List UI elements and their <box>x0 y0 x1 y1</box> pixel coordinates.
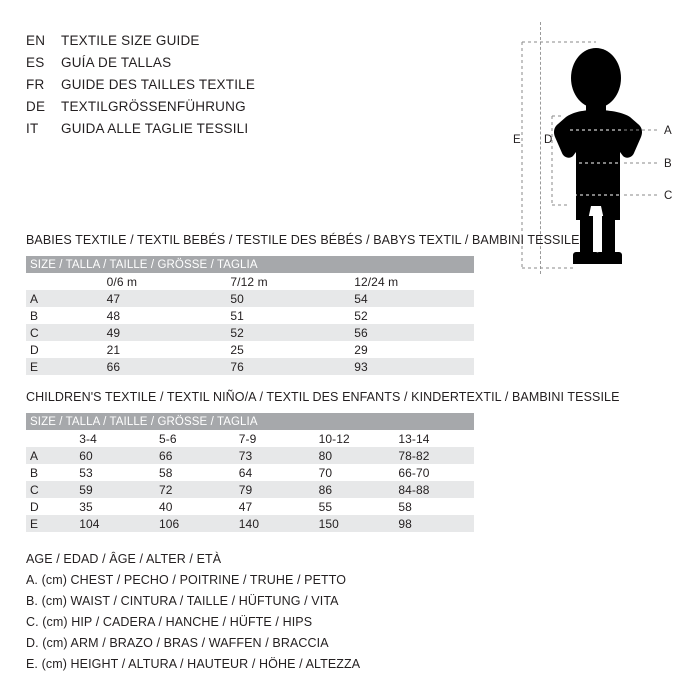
language-code-it: IT <box>26 121 39 136</box>
children-e-1: 106 <box>159 516 180 531</box>
children-a-4: 78-82 <box>398 448 430 463</box>
language-row-es <box>26 55 496 77</box>
children-b-2: 64 <box>238 465 253 480</box>
babies-a-2: 54 <box>354 291 368 306</box>
children-column-row <box>26 430 474 447</box>
children-c-3: 86 <box>318 482 333 497</box>
children-b-4: 66-70 <box>398 465 430 480</box>
table-row <box>26 341 474 358</box>
figure-label-c: C <box>664 190 673 202</box>
figure-label-d: D <box>544 134 553 146</box>
language-row-fr <box>26 77 496 99</box>
babies-b-2: 52 <box>354 308 368 323</box>
children-section-title: CHILDREN'S TEXTILE / TEXTIL NIÑO/A / TEXTIL DES ENFANTS / KINDERTEXTIL / BAMBINI TESSILE <box>26 390 620 404</box>
legend-line-d: D. (cm) ARM / BRAZO / BRAS / WAFFEN / BRACCIA <box>26 636 329 650</box>
babies-size-table <box>26 256 474 375</box>
babies-row-label-a: A <box>30 291 39 306</box>
babies-column-2: 12/24 m <box>354 274 399 289</box>
legend-line-e: E. (cm) HEIGHT / ALTURA / HAUTEUR / HÖHE / ALTEZZA <box>26 657 361 671</box>
children-a-0: 60 <box>79 448 93 463</box>
babies-d-1: 25 <box>230 342 244 357</box>
children-row-label-d: D <box>30 499 39 514</box>
children-b-3: 70 <box>318 465 333 480</box>
language-text-es: GUÍA DE TALLAS <box>61 55 172 70</box>
children-d-1: 40 <box>159 499 173 514</box>
children-corner-cell <box>26 430 75 447</box>
children-row-label-b: B <box>30 465 39 480</box>
babies-b-1: 51 <box>230 308 244 323</box>
figure-label-a: A <box>664 125 672 137</box>
language-code-fr: FR <box>26 77 45 92</box>
babies-e-2: 93 <box>354 359 368 374</box>
child-silhouette-icon <box>500 20 685 290</box>
babies-row-label-b: B <box>30 308 39 323</box>
children-a-1: 66 <box>159 448 173 463</box>
table-row <box>26 307 474 324</box>
children-b-0: 53 <box>79 465 93 480</box>
children-b-1: 58 <box>159 465 173 480</box>
babies-d-2: 29 <box>354 342 368 357</box>
children-c-1: 72 <box>159 482 173 497</box>
children-column-1: 5-6 <box>159 431 177 446</box>
babies-b-0: 48 <box>106 308 121 323</box>
babies-column-0: 0/6 m <box>106 274 138 289</box>
children-d-2: 47 <box>238 499 253 514</box>
children-row-label-a: A <box>30 448 39 463</box>
babies-row-label-c: C <box>30 325 39 340</box>
children-a-2: 73 <box>238 448 253 463</box>
figure-label-e: E <box>513 134 521 146</box>
table-header-row <box>26 256 474 273</box>
table-row <box>26 324 474 341</box>
babies-column-row <box>26 273 474 290</box>
legend-line-b: B. (cm) WAIST / CINTURA / TAILLE / HÜFTUNG / VITA <box>26 594 339 608</box>
language-code-es: ES <box>26 55 45 70</box>
babies-e-1: 76 <box>230 359 244 374</box>
children-column-4: 13-14 <box>398 431 430 446</box>
children-d-4: 58 <box>398 499 412 514</box>
children-d-0: 35 <box>79 499 93 514</box>
babies-a-1: 50 <box>230 291 244 306</box>
children-e-2: 140 <box>238 516 260 531</box>
children-e-4: 98 <box>398 516 412 531</box>
table-row <box>26 464 474 481</box>
babies-d-0: 21 <box>106 342 121 357</box>
children-column-2: 7-9 <box>238 431 257 446</box>
babies-row-label-d: D <box>30 342 39 357</box>
babies-c-1: 52 <box>230 325 244 340</box>
children-row-label-c: C <box>30 482 39 497</box>
children-size-table <box>26 413 474 532</box>
children-column-0: 3-4 <box>79 431 97 446</box>
table-row <box>26 358 474 375</box>
table-row <box>26 447 474 464</box>
babies-section-title: BABIES TEXTILE / TEXTIL BEBÉS / TESTILE DES BÉBÉS / BABYS TEXTIL / BAMBINI TESSILE <box>26 233 580 247</box>
language-code-de: DE <box>26 99 46 114</box>
babies-size-header: SIZE / TALLA / TAILLE / GRÖSSE / TAGLIA <box>30 258 258 271</box>
children-row-label-e: E <box>30 516 39 531</box>
legend-line-age: AGE / EDAD / ÂGE / ALTER / ETÀ <box>26 552 222 566</box>
table-row <box>26 498 474 515</box>
language-code-en: EN <box>26 33 46 48</box>
children-c-0: 59 <box>79 482 93 497</box>
babies-c-2: 56 <box>354 325 368 340</box>
legend-line-c: C. (cm) HIP / CADERA / HANCHE / HÜFTE / HIPS <box>26 615 313 629</box>
children-c-2: 79 <box>238 482 253 497</box>
language-row-de <box>26 99 496 121</box>
language-text-it: GUIDA ALLE TAGLIE TESSILI <box>61 121 249 136</box>
children-e-0: 104 <box>79 516 100 531</box>
table-row <box>26 481 474 498</box>
babies-c-0: 49 <box>106 325 121 340</box>
children-column-3: 10-12 <box>318 431 350 446</box>
babies-e-0: 66 <box>106 359 121 374</box>
language-text-fr: GUIDE DES TAILLES TEXTILE <box>61 77 256 92</box>
babies-a-0: 47 <box>106 291 121 306</box>
figure-label-b: B <box>664 158 672 170</box>
measurement-legend <box>26 552 360 678</box>
table-header-row <box>26 413 474 430</box>
children-d-3: 55 <box>318 499 333 514</box>
babies-corner-cell <box>26 273 103 290</box>
children-size-header: SIZE / TALLA / TAILLE / GRÖSSE / TAGLIA <box>30 415 258 428</box>
table-row <box>26 290 474 307</box>
children-e-3: 150 <box>318 516 339 531</box>
language-text-en: TEXTILE SIZE GUIDE <box>61 33 200 48</box>
measurement-figure <box>500 20 685 290</box>
table-row <box>26 515 474 532</box>
children-c-4: 84-88 <box>398 482 430 497</box>
children-a-3: 80 <box>318 448 333 463</box>
babies-row-label-e: E <box>30 359 39 374</box>
language-text-de: TEXTILGRÖSSENFÜHRUNG <box>61 99 246 114</box>
legend-line-a: A. (cm) CHEST / PECHO / POITRINE / TRUHE / PETTO <box>26 573 347 587</box>
language-row-it <box>26 121 496 143</box>
language-row-en <box>26 33 496 55</box>
language-title-list <box>26 33 496 143</box>
babies-column-1: 7/12 m <box>230 274 268 289</box>
